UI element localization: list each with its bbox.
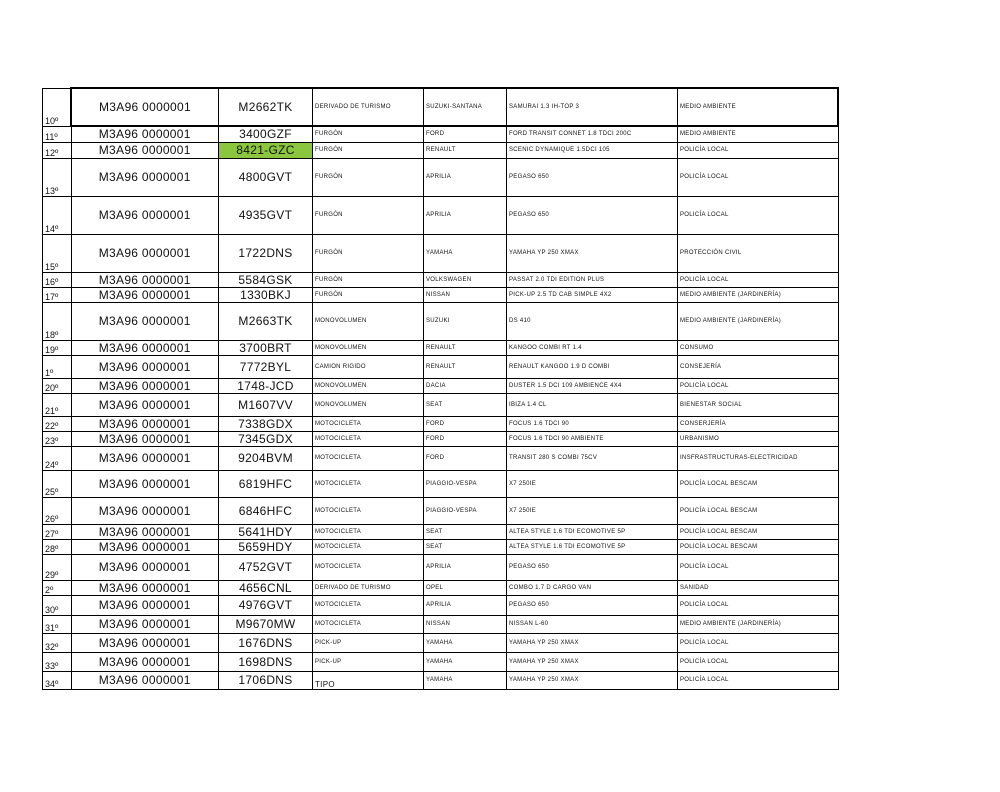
department-cell: POLICÍA LOCAL <box>678 554 839 580</box>
vehicle-brand-cell: NISSAN <box>424 615 507 633</box>
table-row <box>43 158 839 196</box>
department-cell: POLICÍA LOCAL <box>678 633 839 652</box>
vehicle-brand-cell: FORD <box>424 431 507 446</box>
license-plate-cell: 1330BKJ <box>219 287 313 302</box>
row-number-cell: 24º <box>43 446 72 470</box>
vehicle-model-cell: PEGASO 650 <box>507 158 678 196</box>
policy-code-cell: M3A96 0000001 <box>71 671 219 689</box>
vehicle-type-cell: MONOVOLUMEN <box>313 302 424 340</box>
policy-code-cell: M3A96 0000001 <box>71 580 219 595</box>
license-plate-cell: 6819HFC <box>219 470 313 497</box>
department-cell: SANIDAD <box>678 580 839 595</box>
row-number-cell: 12º <box>43 142 72 158</box>
vehicle-type-cell: MOTOCICLETA <box>313 470 424 497</box>
license-plate-cell: 6846HFC <box>219 497 313 524</box>
vehicle-brand-cell: VOLKSWAGEN <box>424 272 507 287</box>
row-number-cell: 28º <box>43 539 72 554</box>
vehicle-brand-cell: APRILIA <box>424 595 507 615</box>
vehicle-type-cell: MOTOCICLETA <box>313 615 424 633</box>
policy-code-cell: M3A96 0000001 <box>71 196 219 234</box>
license-plate-cell: M1607VV <box>219 393 313 416</box>
department-cell: CONSUMO <box>678 340 839 355</box>
vehicle-type-cell: MOTOCICLETA <box>313 431 424 446</box>
department-cell: MEDIO AMBIENTE (JARDINERÍA) <box>678 287 839 302</box>
vehicle-model-cell: DS 410 <box>507 302 678 340</box>
row-number-cell: 23º <box>43 431 72 446</box>
vehicle-table-body <box>43 88 839 689</box>
department-cell: CONSERJERÍA <box>678 416 839 431</box>
policy-code-cell: M3A96 0000001 <box>71 652 219 671</box>
department-cell: POLICÍA LOCAL BESCAM <box>678 497 839 524</box>
license-plate-cell: M2662TK <box>219 88 313 126</box>
department-cell: POLICÍA LOCAL <box>678 652 839 671</box>
policy-code-cell: M3A96 0000001 <box>71 431 219 446</box>
policy-code-cell: M3A96 0000001 <box>71 393 219 416</box>
table-row <box>43 378 839 393</box>
table-row <box>43 652 839 671</box>
table-row <box>43 287 839 302</box>
row-number-cell: 29º <box>43 554 72 580</box>
vehicle-model-cell: PASSAT 2.0 TDI EDITION PLUS <box>507 272 678 287</box>
vehicle-brand-cell: YAMAHA <box>424 234 507 272</box>
policy-code-cell: M3A96 0000001 <box>71 497 219 524</box>
vehicle-type-cell: PICK-UP <box>313 652 424 671</box>
license-plate-cell: M2663TK <box>219 302 313 340</box>
row-number-cell: 30º <box>43 595 72 615</box>
row-number-cell: 17º <box>43 287 72 302</box>
vehicle-brand-cell: FORD <box>424 126 507 142</box>
department-cell: POLICÍA LOCAL BESCAM <box>678 470 839 497</box>
policy-code-cell: M3A96 0000001 <box>71 355 219 378</box>
table-row <box>43 142 839 158</box>
license-plate-cell: 7345GDX <box>219 431 313 446</box>
license-plate-cell: 4976GVT <box>219 595 313 615</box>
row-number-cell: 34º <box>43 671 72 689</box>
table-row <box>43 302 839 340</box>
vehicle-model-cell: IBIZA 1.4 CL <box>507 393 678 416</box>
vehicle-brand-cell: APRILIA <box>424 158 507 196</box>
table-row <box>43 539 839 554</box>
vehicle-brand-cell: SEAT <box>424 524 507 539</box>
table-row <box>43 470 839 497</box>
vehicle-brand-cell: FORD <box>424 416 507 431</box>
row-number-cell: 22º <box>43 416 72 431</box>
vehicle-model-cell: FOCUS 1.6 TDCI 90 <box>507 416 678 431</box>
vehicle-model-cell: FOCUS 1.6 TDCI 90 AMBIENTE <box>507 431 678 446</box>
vehicle-model-cell: PICK-UP 2.5 TD CAB SIMPLE 4X2 <box>507 287 678 302</box>
vehicle-model-cell: YAMAHA YP 250 XMAX <box>507 234 678 272</box>
vehicle-type-cell: MONOVOLUMEN <box>313 340 424 355</box>
policy-code-cell: M3A96 0000001 <box>71 524 219 539</box>
vehicle-type-cell: TIPO <box>313 671 424 689</box>
table-row <box>43 554 839 580</box>
license-plate-cell: 3700BRT <box>219 340 313 355</box>
policy-code-cell: M3A96 0000001 <box>71 158 219 196</box>
vehicle-brand-cell: YAMAHA <box>424 671 507 689</box>
row-number-cell: 16º <box>43 272 72 287</box>
vehicle-type-cell: MOTOCICLETA <box>313 497 424 524</box>
vehicle-model-cell: TRANSIT 280 S COMBI 75CV <box>507 446 678 470</box>
department-cell: POLICÍA LOCAL BESCAM <box>678 539 839 554</box>
policy-code-cell: M3A96 0000001 <box>71 615 219 633</box>
vehicle-model-cell: X7 250IE <box>507 470 678 497</box>
vehicle-brand-cell: APRILIA <box>424 196 507 234</box>
table-row <box>43 340 839 355</box>
vehicle-type-cell: FURGÓN <box>313 142 424 158</box>
vehicle-type-cell: FURGÓN <box>313 272 424 287</box>
table-row <box>43 393 839 416</box>
table-row <box>43 524 839 539</box>
department-cell: URBANISMO <box>678 431 839 446</box>
vehicle-model-cell: RENAULT KANGOO 1.9 D COMBI <box>507 355 678 378</box>
row-number-cell: 32º <box>43 633 72 652</box>
vehicle-brand-cell: RENAULT <box>424 355 507 378</box>
table-row <box>43 272 839 287</box>
table-row <box>43 671 839 689</box>
vehicle-type-cell: FURGÓN <box>313 158 424 196</box>
vehicle-type-cell: MOTOCICLETA <box>313 539 424 554</box>
row-number-cell: 20º <box>43 378 72 393</box>
vehicle-type-cell: MOTOCICLETA <box>313 595 424 615</box>
row-number-cell: 21º <box>43 393 72 416</box>
vehicle-model-cell: YAMAHA YP 250 XMAX <box>507 671 678 689</box>
row-number-cell: 27º <box>43 524 72 539</box>
vehicle-type-cell: PICK-UP <box>313 633 424 652</box>
vehicle-brand-cell: SUZUKI-SANTANA <box>424 88 507 126</box>
table-row <box>43 497 839 524</box>
vehicle-brand-cell: RENAULT <box>424 142 507 158</box>
license-plate-cell: 4752GVT <box>219 554 313 580</box>
policy-code-cell: M3A96 0000001 <box>71 126 219 142</box>
row-number-cell: 26º <box>43 497 72 524</box>
vehicle-brand-cell: PIAGGIO-VESPA <box>424 497 507 524</box>
license-plate-cell: M9670MW <box>219 615 313 633</box>
row-number-cell: 31º <box>43 615 72 633</box>
department-cell: MEDIO AMBIENTE (JARDINERÍA) <box>678 302 839 340</box>
vehicle-brand-cell: FORD <box>424 446 507 470</box>
license-plate-cell: 5659HDY <box>219 539 313 554</box>
vehicle-model-cell: NISSAN L-60 <box>507 615 678 633</box>
policy-code-cell: M3A96 0000001 <box>71 539 219 554</box>
row-number-cell: 10º <box>43 88 72 126</box>
row-number-cell: 25º <box>43 470 72 497</box>
department-cell: INSFRASTRUCTURAS-ELECTRICIDAD <box>678 446 839 470</box>
license-plate-cell: 4800GVT <box>219 158 313 196</box>
policy-code-cell: M3A96 0000001 <box>71 142 219 158</box>
row-number-cell: 14º <box>43 196 72 234</box>
department-cell: POLICÍA LOCAL <box>678 595 839 615</box>
license-plate-cell: 4935GVT <box>219 196 313 234</box>
vehicle-brand-cell: DACIA <box>424 378 507 393</box>
policy-code-cell: M3A96 0000001 <box>71 378 219 393</box>
vehicle-model-cell: KANGOO COMBI RT 1.4 <box>507 340 678 355</box>
policy-code-cell: M3A96 0000001 <box>71 340 219 355</box>
license-plate-cell: 1748-JCD <box>219 378 313 393</box>
license-plate-cell: 7772BYL <box>219 355 313 378</box>
vehicle-table <box>42 87 839 690</box>
department-cell: POLICÍA LOCAL <box>678 142 839 158</box>
policy-code-cell: M3A96 0000001 <box>71 446 219 470</box>
license-plate-cell: 4656CNL <box>219 580 313 595</box>
table-row <box>43 633 839 652</box>
row-number-cell: 33º <box>43 652 72 671</box>
row-number-cell: 13º <box>43 158 72 196</box>
vehicle-model-cell: YAMAHA YP 250 XMAX <box>507 633 678 652</box>
department-cell: MEDIO AMBIENTE (JARDINERÍA) <box>678 615 839 633</box>
department-cell: PROTECCIÓN CIVIL <box>678 234 839 272</box>
vehicle-type-cell: MOTOCICLETA <box>313 524 424 539</box>
row-number-cell: 18º <box>43 302 72 340</box>
table-row <box>43 196 839 234</box>
department-cell: POLICÍA LOCAL BESCAM <box>678 524 839 539</box>
vehicle-brand-cell: SEAT <box>424 539 507 554</box>
policy-code-cell: M3A96 0000001 <box>71 287 219 302</box>
table-row <box>43 431 839 446</box>
policy-code-cell: M3A96 0000001 <box>71 88 219 126</box>
vehicle-type-cell: FURGÓN <box>313 126 424 142</box>
vehicle-type-cell: DERIVADO DE TURISMO <box>313 580 424 595</box>
department-cell: POLICÍA LOCAL <box>678 196 839 234</box>
vehicle-brand-cell: YAMAHA <box>424 633 507 652</box>
vehicle-type-cell: MONOVOLUMEN <box>313 393 424 416</box>
policy-code-cell: M3A96 0000001 <box>71 595 219 615</box>
vehicle-model-cell: ALTEA STYLE 1.6 TDI ECOMOTIVE 5P <box>507 539 678 554</box>
vehicle-brand-cell: YAMAHA <box>424 652 507 671</box>
row-number-cell: 1º <box>43 355 72 378</box>
vehicle-model-cell: YAMAHA YP 250 XMAX <box>507 652 678 671</box>
table-row <box>43 88 839 126</box>
vehicle-type-cell: FURGÓN <box>313 287 424 302</box>
vehicle-brand-cell: OPEL <box>424 580 507 595</box>
vehicle-brand-cell: SEAT <box>424 393 507 416</box>
vehicle-type-cell: MOTOCICLETA <box>313 446 424 470</box>
vehicle-model-cell: PEGASO 650 <box>507 595 678 615</box>
license-plate-cell: 1676DNS <box>219 633 313 652</box>
vehicle-type-cell: FURGÓN <box>313 234 424 272</box>
license-plate-cell: 5641HDY <box>219 524 313 539</box>
table-row <box>43 126 839 142</box>
vehicle-brand-cell: APRILIA <box>424 554 507 580</box>
table-row <box>43 446 839 470</box>
policy-code-cell: M3A96 0000001 <box>71 234 219 272</box>
department-cell: POLICÍA LOCAL <box>678 158 839 196</box>
policy-code-cell: M3A96 0000001 <box>71 633 219 652</box>
vehicle-model-cell: COMBO 1.7 D CARGO VAN <box>507 580 678 595</box>
vehicle-brand-cell: SUZUKI <box>424 302 507 340</box>
vehicle-model-cell: PEGASO 650 <box>507 196 678 234</box>
license-plate-cell: 5584GSK <box>219 272 313 287</box>
license-plate-cell: 9204BVM <box>219 446 313 470</box>
vehicle-type-cell: DERIVADO DE TURISMO <box>313 88 424 126</box>
license-plate-cell: 7338GDX <box>219 416 313 431</box>
table-row <box>43 615 839 633</box>
department-cell: BIENESTAR SOCIAL <box>678 393 839 416</box>
license-plate-cell: 1706DNS <box>219 671 313 689</box>
vehicle-model-cell: X7 250IE <box>507 497 678 524</box>
vehicle-brand-cell: RENAULT <box>424 340 507 355</box>
vehicle-type-cell: MOTOCICLETA <box>313 554 424 580</box>
department-cell: POLICÍA LOCAL <box>678 671 839 689</box>
vehicle-model-cell: SCENIC DYNAMIQUE 1.5DCI 105 <box>507 142 678 158</box>
vehicle-model-cell: PEGASO 650 <box>507 554 678 580</box>
policy-code-cell: M3A96 0000001 <box>71 302 219 340</box>
vehicle-type-cell: MOTOCICLETA <box>313 416 424 431</box>
license-plate-cell: 1698DNS <box>219 652 313 671</box>
vehicle-model-cell: DUSTER 1.5 DCI 109 AMBIENCE 4X4 <box>507 378 678 393</box>
vehicle-brand-cell: PIAGGIO-VESPA <box>424 470 507 497</box>
department-cell: POLICÍA LOCAL <box>678 378 839 393</box>
license-plate-cell: 1722DNS <box>219 234 313 272</box>
policy-code-cell: M3A96 0000001 <box>71 272 219 287</box>
policy-code-cell: M3A96 0000001 <box>71 416 219 431</box>
row-number-cell: 2º <box>43 580 72 595</box>
vehicle-model-cell: ALTEA STYLE 1.6 TDI ECOMOTIVE 5P <box>507 524 678 539</box>
vehicle-brand-cell: NISSAN <box>424 287 507 302</box>
vehicle-type-cell: FURGÓN <box>313 196 424 234</box>
vehicle-type-cell: MONOVOLUMEN <box>313 378 424 393</box>
policy-code-cell: M3A96 0000001 <box>71 554 219 580</box>
table-row <box>43 416 839 431</box>
department-cell: MEDIO AMBIENTE <box>678 88 839 126</box>
vehicle-model-cell: FORD TRANSIT CONNET 1.8 TDCI 200C <box>507 126 678 142</box>
policy-code-cell: M3A96 0000001 <box>71 470 219 497</box>
vehicle-model-cell: SAMURAI 1.3 IH-TOP 3 <box>507 88 678 126</box>
license-plate-cell: 3400GZF <box>219 126 313 142</box>
department-cell: POLICÍA LOCAL <box>678 272 839 287</box>
row-number-cell: 19º <box>43 340 72 355</box>
vehicle-type-cell: CAMION RIGIDO <box>313 355 424 378</box>
row-number-cell: 11º <box>43 126 72 142</box>
table-row <box>43 234 839 272</box>
department-cell: CONSEJERÍA <box>678 355 839 378</box>
table-row <box>43 580 839 595</box>
table-row <box>43 595 839 615</box>
license-plate-cell: 8421-GZC <box>219 142 313 158</box>
table-row <box>43 355 839 378</box>
department-cell: MEDIO AMBIENTE <box>678 126 839 142</box>
row-number-cell: 15º <box>43 234 72 272</box>
